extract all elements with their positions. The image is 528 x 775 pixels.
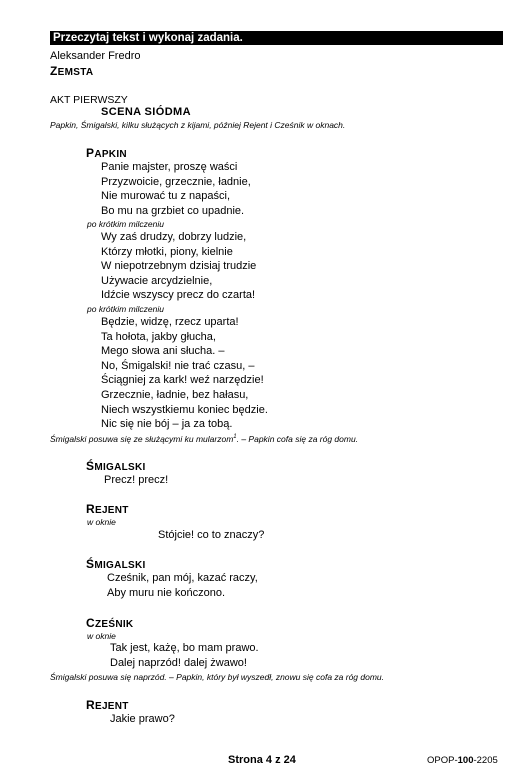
verse-line: Którzy młotki, piony, kielnie <box>101 245 233 258</box>
verse-line: Idźcie wszyscy precz do czarta! <box>101 289 256 302</box>
speaker-rejent: REJENT <box>86 698 129 712</box>
verse-line: Dalej naprzód! dalej żwawo! <box>110 656 247 669</box>
verse-line: Mego słowa ani słucha. – <box>101 345 225 358</box>
page-number: Strona 4 z 24 <box>228 754 296 766</box>
dialogue-lines <box>110 641 259 670</box>
scene-heading: SCENA SIÓDMA <box>101 106 191 118</box>
verse-line: Przyzwoicie, grzecznie, ładnie, <box>101 175 251 188</box>
author-name: Aleksander Fredro <box>50 50 141 62</box>
papkin-stanza-3 <box>101 315 268 432</box>
act-heading: AKT PIERWSZY <box>50 94 128 106</box>
work-title: ZEMSTA <box>50 64 94 78</box>
verse-line: Ta hołota, jakby głucha, <box>101 330 216 343</box>
verse-line: Grzecznie, ładnie, bez hałasu, <box>101 388 249 401</box>
verse-line: Ściągniej za kark! weź narzędzie! <box>101 374 264 387</box>
verse-line: Będzie, widzę, rzecz uparta! <box>101 316 239 328</box>
exam-code: OPOP-100-2205 <box>427 755 498 766</box>
stage-aside: po krótkim milczeniu <box>87 219 164 229</box>
speaker-papkin: PAPKIN <box>86 146 127 160</box>
scene-description: Papkin, Śmigalski, kilku służących z kijami, później Rejent i Cześnik w oknach. <box>50 120 346 130</box>
dialogue-line: Stójcie! co to znaczy? <box>158 529 265 541</box>
papkin-stanza-1 <box>101 160 251 218</box>
verse-line: Bo mu na grzbiet co upadnie. <box>101 204 245 217</box>
verse-line: Niech wszystkiemu koniec będzie. <box>101 403 268 416</box>
dialogue-line: Precz! precz! <box>104 474 169 486</box>
verse-line: No, Śmigalski! nie trać czasu, – <box>101 359 255 372</box>
speaker-smigalski: ŚMIGALSKI <box>86 557 146 571</box>
stage-aside: po krótkim milczeniu <box>87 304 164 314</box>
stage-aside: w oknie <box>87 631 116 641</box>
verse-line: Cześnik, pan mój, kazać raczy, <box>107 572 258 584</box>
verse-line: W niepotrzebnym dzisiaj trudzie <box>101 260 257 273</box>
stage-direction: Śmigalski posuwa się ze służącymi ku mularzom$^1$. – Papkin cofa się za róg domu. <box>50 433 359 444</box>
verse-line: Aby muru nie kończono. <box>107 586 226 599</box>
dialogue-line: Jakie prawo? <box>110 713 175 725</box>
instruction-banner: Przeczytaj tekst i wykonaj zadania. <box>50 31 503 45</box>
dialogue-lines <box>107 571 258 600</box>
verse-line: Wy zaś drudzy, dobrzy ludzie, <box>101 231 247 243</box>
papkin-stanza-2 <box>101 230 256 303</box>
speaker-czesnik: CZEŚNIK <box>86 616 134 630</box>
footnote-marker: 1 <box>233 434 237 440</box>
speaker-rejent: REJENT <box>86 502 129 516</box>
verse-line: Panie majster, proszę waści <box>101 161 238 173</box>
stage-aside: w oknie <box>87 517 116 527</box>
verse-line: Tak jest, każę, bo mam prawo. <box>110 642 259 654</box>
verse-line: Nie murować tu z napaści, <box>101 190 230 203</box>
speaker-smigalski: ŚMIGALSKI <box>86 459 146 473</box>
stage-direction: Śmigalski posuwa się naprzód. – Papkin, który był wyszedł, znowu się cofa za róg domu. <box>50 672 385 682</box>
verse-line: Nic się nie bój – ja za tobą. <box>101 418 233 431</box>
verse-line: Używacie arcydzielnie, <box>101 274 213 287</box>
